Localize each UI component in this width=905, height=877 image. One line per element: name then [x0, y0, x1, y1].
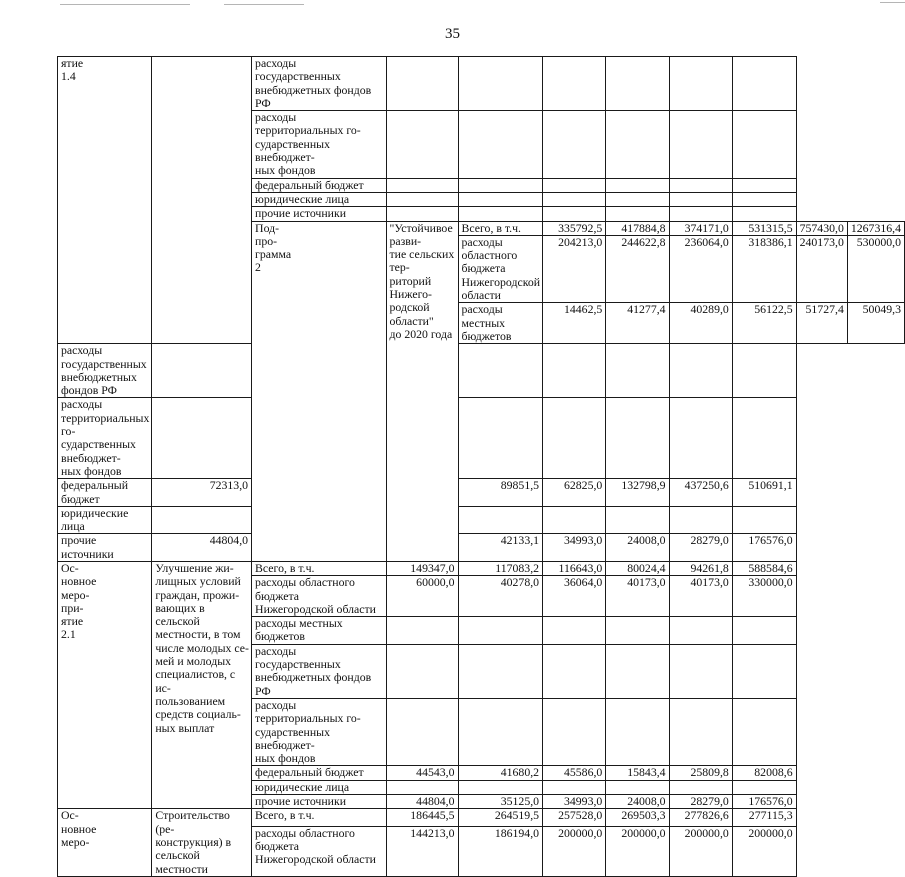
- amount-cell: 335792,5: [543, 221, 606, 235]
- amount-cell: 318386,1: [732, 235, 796, 302]
- amount-cell: [732, 111, 796, 178]
- funding-source-cell: расходы местных бюджетов: [252, 617, 386, 645]
- amount-cell: [152, 506, 252, 534]
- amount-cell: 89851,5: [458, 479, 543, 507]
- amount-cell: [152, 344, 252, 398]
- amount-cell: [543, 57, 606, 111]
- amount-cell: 51727,4: [796, 303, 847, 344]
- funding-source-cell: прочие источники: [58, 534, 152, 562]
- amount-cell: [606, 207, 669, 221]
- amount-cell: [386, 207, 458, 221]
- amount-cell: 200000,0: [543, 826, 606, 876]
- table-row: [58, 506, 905, 534]
- amount-cell: 40278,0: [458, 576, 543, 617]
- amount-cell: [458, 111, 543, 178]
- amount-cell: [386, 178, 458, 192]
- amount-cell: [732, 780, 796, 794]
- funding-source-cell: расходы территориальных го- сударственных внебюджет- ных фондов: [252, 698, 386, 765]
- table-row: [58, 561, 905, 575]
- amount-cell: [386, 644, 458, 698]
- scan-artifact-line: [880, 2, 905, 3]
- table-row: [58, 534, 905, 562]
- amount-cell: 244622,8: [606, 235, 669, 302]
- amount-cell: [543, 506, 606, 534]
- budget-table: [57, 56, 905, 877]
- amount-cell: [386, 780, 458, 794]
- amount-cell: 41277,4: [606, 303, 669, 344]
- funding-source-cell: федеральный бюджет: [252, 766, 386, 780]
- amount-cell: 277115,3: [732, 809, 796, 826]
- program-code-cell: ятие 1.4: [58, 57, 152, 344]
- amount-cell: [543, 644, 606, 698]
- amount-cell: [543, 207, 606, 221]
- amount-cell: 80024,4: [606, 561, 669, 575]
- amount-cell: [669, 57, 732, 111]
- amount-cell: 200000,0: [606, 826, 669, 876]
- amount-cell: [732, 207, 796, 221]
- amount-cell: 269503,3: [606, 809, 669, 826]
- amount-cell: 240173,0: [796, 235, 847, 302]
- amount-cell: [732, 344, 796, 398]
- funding-source-cell: расходы территориальных го- сударственных внебюджет- ных фондов: [58, 398, 152, 479]
- amount-cell: 72313,0: [152, 479, 252, 507]
- amount-cell: 36064,0: [543, 576, 606, 617]
- amount-cell: 24008,0: [606, 534, 669, 562]
- amount-cell: 40173,0: [669, 576, 732, 617]
- program-code-cell: Ос- новное меро- при- ятие 2.1: [58, 561, 152, 808]
- amount-cell: [458, 506, 543, 534]
- amount-cell: [543, 178, 606, 192]
- funding-source-cell: расходы областного бюджета Нижегородской области: [252, 826, 386, 876]
- amount-cell: [732, 506, 796, 534]
- table-row: [58, 809, 905, 826]
- funding-source-cell: юридические лица: [58, 506, 152, 534]
- amount-cell: [458, 178, 543, 192]
- amount-cell: [606, 698, 669, 765]
- amount-cell: [732, 192, 796, 206]
- amount-cell: [732, 617, 796, 645]
- amount-cell: 44804,0: [386, 795, 458, 809]
- funding-source-cell: прочие источники: [252, 795, 386, 809]
- amount-cell: 34993,0: [543, 795, 606, 809]
- amount-cell: 149347,0: [386, 561, 458, 575]
- amount-cell: 186194,0: [458, 826, 543, 876]
- amount-cell: [606, 780, 669, 794]
- amount-cell: 62825,0: [543, 479, 606, 507]
- program-name-cell: [152, 57, 252, 344]
- amount-cell: [543, 398, 606, 479]
- scan-artifact-line: [60, 4, 190, 5]
- amount-cell: [458, 698, 543, 765]
- amount-cell: [458, 398, 543, 479]
- amount-cell: 132798,9: [606, 479, 669, 507]
- amount-cell: [606, 111, 669, 178]
- amount-cell: 28279,0: [669, 795, 732, 809]
- amount-cell: [458, 644, 543, 698]
- amount-cell: 94261,8: [669, 561, 732, 575]
- funding-source-cell: расходы местных бюджетов: [458, 303, 543, 344]
- amount-cell: 510691,1: [732, 479, 796, 507]
- amount-cell: [458, 780, 543, 794]
- amount-cell: [669, 192, 732, 206]
- amount-cell: [669, 780, 732, 794]
- table-row: [58, 398, 905, 479]
- program-name-cell: Улучшение жи- лищных условий граждан, прожи- вающих в сельской местности, в том числе молодых се- мей и молодых специалистов, с ис- пользованием средств социаль- ных выплат: [152, 561, 252, 808]
- amount-cell: [606, 617, 669, 645]
- program-code-cell: Ос- новное меро-: [58, 809, 152, 876]
- amount-cell: 200000,0: [669, 826, 732, 876]
- amount-cell: 204213,0: [543, 235, 606, 302]
- amount-cell: [732, 398, 796, 479]
- amount-cell: 40173,0: [606, 576, 669, 617]
- amount-cell: [669, 644, 732, 698]
- amount-cell: 757430,0: [796, 221, 847, 235]
- amount-cell: 588584,6: [732, 561, 796, 575]
- amount-cell: [458, 192, 543, 206]
- funding-source-cell: расходы государственных внебюджетных фондов РФ: [58, 344, 152, 398]
- amount-cell: [543, 111, 606, 178]
- amount-cell: [543, 344, 606, 398]
- amount-cell: 116643,0: [543, 561, 606, 575]
- amount-cell: [606, 344, 669, 398]
- amount-cell: 24008,0: [606, 795, 669, 809]
- funding-source-cell: юридические лица: [252, 192, 386, 206]
- amount-cell: [152, 398, 252, 479]
- funding-source-cell: расходы областного бюджета Нижегородской области: [458, 235, 543, 302]
- amount-cell: [606, 398, 669, 479]
- amount-cell: 14462,5: [543, 303, 606, 344]
- amount-cell: 44804,0: [152, 534, 252, 562]
- amount-cell: 41680,2: [458, 766, 543, 780]
- amount-cell: 374171,0: [669, 221, 732, 235]
- amount-cell: [732, 57, 796, 111]
- table-row: [58, 479, 905, 507]
- scan-artifact-line: [224, 4, 304, 5]
- amount-cell: 257528,0: [543, 809, 606, 826]
- table-row: [58, 344, 905, 398]
- amount-cell: 144213,0: [386, 826, 458, 876]
- amount-cell: [669, 111, 732, 178]
- amount-cell: [543, 780, 606, 794]
- amount-cell: 25809,8: [669, 766, 732, 780]
- amount-cell: 176576,0: [732, 795, 796, 809]
- funding-source-cell: федеральный бюджет: [58, 479, 152, 507]
- amount-cell: 417884,8: [606, 221, 669, 235]
- amount-cell: [543, 192, 606, 206]
- funding-source-cell: Всего, в т.ч.: [458, 221, 543, 235]
- amount-cell: [543, 698, 606, 765]
- amount-cell: [458, 57, 543, 111]
- amount-cell: 236064,0: [669, 235, 732, 302]
- amount-cell: 277826,6: [669, 809, 732, 826]
- amount-cell: [606, 644, 669, 698]
- amount-cell: [669, 344, 732, 398]
- amount-cell: 42133,1: [458, 534, 543, 562]
- funding-source-cell: расходы территориальных го- сударственных внебюджет- ных фондов: [252, 111, 386, 178]
- amount-cell: 50049,3: [847, 303, 904, 344]
- funding-source-cell: прочие источники: [252, 207, 386, 221]
- amount-cell: [458, 344, 543, 398]
- amount-cell: 330000,0: [732, 576, 796, 617]
- funding-source-cell: юридические лица: [252, 780, 386, 794]
- funding-source-cell: расходы государственных внебюджетных фондов РФ: [252, 57, 386, 111]
- amount-cell: 34993,0: [543, 534, 606, 562]
- amount-cell: [458, 207, 543, 221]
- amount-cell: 200000,0: [732, 826, 796, 876]
- amount-cell: 117083,2: [458, 561, 543, 575]
- funding-source-cell: расходы областного бюджета Нижегородской области: [252, 576, 386, 617]
- amount-cell: 264519,5: [458, 809, 543, 826]
- amount-cell: [669, 398, 732, 479]
- amount-cell: [386, 617, 458, 645]
- amount-cell: [669, 617, 732, 645]
- page-number: 35: [445, 26, 460, 42]
- program-name-cell: Строительство (ре- конструкция) в сельской местности: [152, 809, 252, 876]
- amount-cell: 1267316,4: [847, 221, 904, 235]
- amount-cell: [732, 178, 796, 192]
- amount-cell: [606, 192, 669, 206]
- amount-cell: [606, 506, 669, 534]
- program-name-cell: "Устойчивое разви- тие сельских тер- риторий Нижего- родской области" до 2020 года: [386, 221, 458, 561]
- amount-cell: 40289,0: [669, 303, 732, 344]
- amount-cell: [732, 644, 796, 698]
- funding-source-cell: Всего, в т.ч.: [252, 561, 386, 575]
- amount-cell: 28279,0: [669, 534, 732, 562]
- amount-cell: [669, 698, 732, 765]
- amount-cell: 437250,6: [669, 479, 732, 507]
- amount-cell: [669, 506, 732, 534]
- amount-cell: 531315,5: [732, 221, 796, 235]
- amount-cell: 186445,5: [386, 809, 458, 826]
- program-code-cell: Под- про- грамма 2: [252, 221, 386, 561]
- funding-source-cell: расходы государственных внебюджетных фондов РФ: [252, 644, 386, 698]
- amount-cell: [669, 207, 732, 221]
- amount-cell: [386, 698, 458, 765]
- amount-cell: 45586,0: [543, 766, 606, 780]
- amount-cell: 60000,0: [386, 576, 458, 617]
- amount-cell: [386, 57, 458, 111]
- amount-cell: 56122,5: [732, 303, 796, 344]
- funding-source-cell: федеральный бюджет: [252, 178, 386, 192]
- amount-cell: 35125,0: [458, 795, 543, 809]
- amount-cell: [386, 111, 458, 178]
- amount-cell: [543, 617, 606, 645]
- amount-cell: 176576,0: [732, 534, 796, 562]
- amount-cell: [669, 178, 732, 192]
- amount-cell: [606, 178, 669, 192]
- amount-cell: [606, 57, 669, 111]
- amount-cell: [732, 698, 796, 765]
- amount-cell: 530000,0: [847, 235, 904, 302]
- table-row: [58, 57, 905, 111]
- amount-cell: 15843,4: [606, 766, 669, 780]
- funding-source-cell: Всего, в т.ч.: [252, 809, 386, 826]
- amount-cell: 82008,6: [732, 766, 796, 780]
- amount-cell: 44543,0: [386, 766, 458, 780]
- amount-cell: [458, 617, 543, 645]
- amount-cell: [386, 192, 458, 206]
